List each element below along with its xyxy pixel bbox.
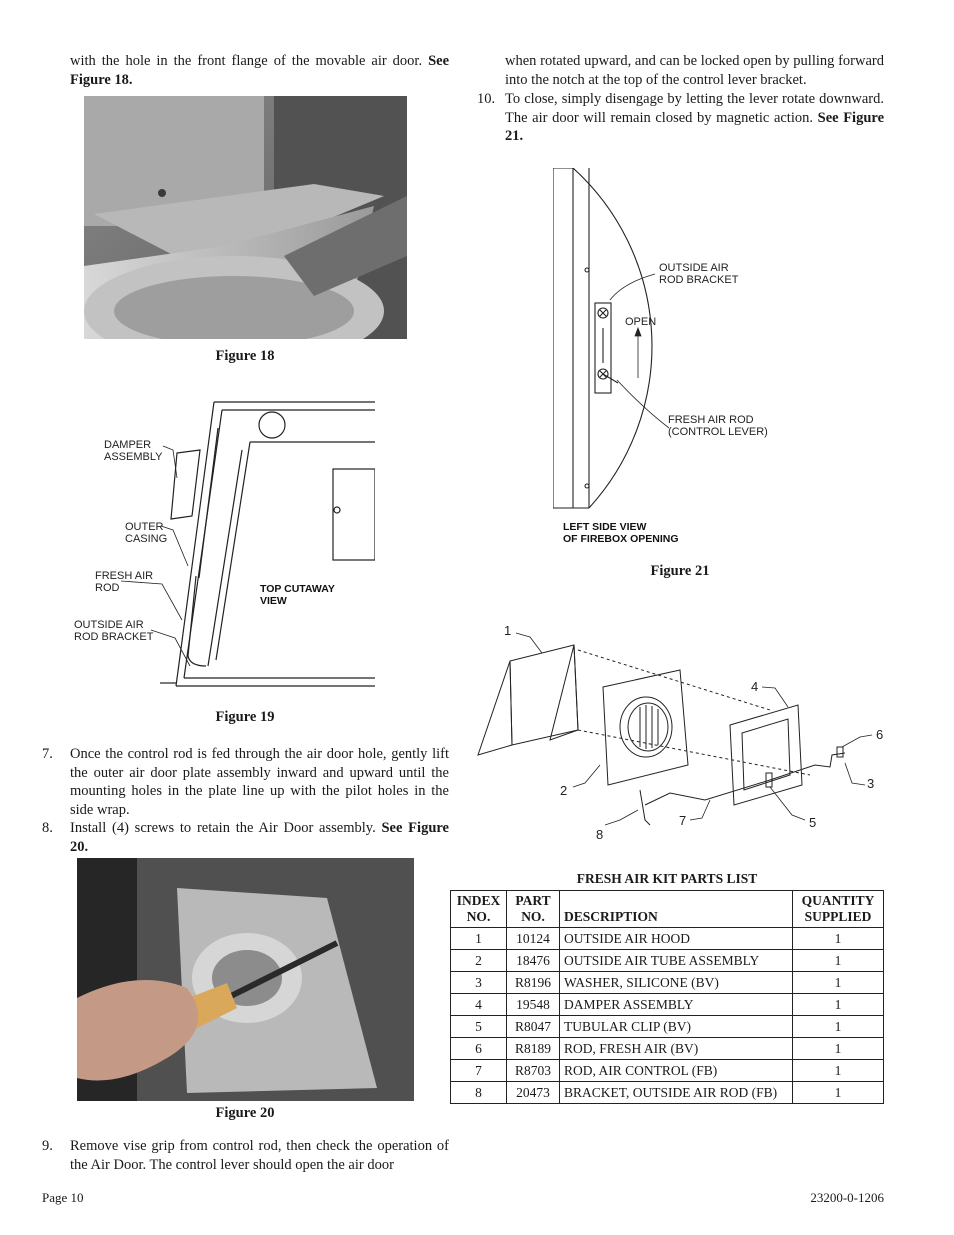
fig21-label-rod-2: (CONTROL LEVER) <box>668 426 768 438</box>
step-7-text: Once the control rod is fed through the air door hole, gently lift the outer air door plate assembly inward and upward until the mounting holes in the plate line up with the pilot holes in the side wrap. <box>70 746 449 818</box>
label-cutaway-2: VIEW <box>260 595 287 607</box>
header-part <box>507 891 560 928</box>
page-number: Page 10 <box>42 1190 84 1205</box>
figure-18-caption: Figure 18 <box>215 348 275 364</box>
intro-paragraph-right: when rotated upward, and can be locked open by pulling forward into the notch at the top of the control lever bracket. <box>505 53 884 88</box>
cell-index: 6 <box>451 1038 507 1060</box>
cell-quantity: 1 <box>793 1082 884 1104</box>
cell-description: OUTSIDE AIR TUBE ASSEMBLY <box>560 950 793 972</box>
label-damper-2: ASSEMBLY <box>104 451 163 463</box>
cell-quantity: 1 <box>793 972 884 994</box>
cell-part: R8047 <box>507 1016 560 1038</box>
fig21-label-open: OPEN <box>625 316 657 328</box>
header-index-line1: INDEX <box>456 893 501 908</box>
callout-1: 1 <box>504 623 512 638</box>
cell-index: 1 <box>451 928 507 950</box>
cell-part: R8189 <box>507 1038 560 1060</box>
figure-20-caption: Figure 20 <box>215 1105 275 1121</box>
header-quantity <box>793 891 884 928</box>
intro-text: with the hole in the front flange of the movable air door. <box>70 53 423 69</box>
cell-index: 4 <box>451 994 507 1016</box>
header-index <box>451 891 507 928</box>
cell-index: 8 <box>451 1082 507 1104</box>
step-9-number: 9. <box>42 1138 53 1154</box>
step-10-paragraph <box>505 90 884 146</box>
cell-description: OUTSIDE AIR HOOD <box>560 928 793 950</box>
table-row <box>451 1060 884 1082</box>
callout-6: 6 <box>876 727 884 742</box>
cell-description: ROD, AIR CONTROL (FB) <box>560 1060 793 1082</box>
table-row <box>451 994 884 1016</box>
cell-description: WASHER, SILICONE (BV) <box>560 972 793 994</box>
table-row <box>451 928 884 950</box>
table-row <box>451 1038 884 1060</box>
table-row <box>451 950 884 972</box>
cell-part: R8196 <box>507 972 560 994</box>
parts-list-title: FRESH AIR KIT PARTS LIST <box>576 871 758 886</box>
label-fresh-2: ROD <box>95 582 120 594</box>
cell-description: ROD, FRESH AIR (BV) <box>560 1038 793 1060</box>
cell-index: 7 <box>451 1060 507 1082</box>
fig21-label-view-2: OF FIREBOX OPENING <box>563 533 679 545</box>
cell-part: 20473 <box>507 1082 560 1104</box>
callout-4: 4 <box>751 679 759 694</box>
figure-20-photo <box>77 858 414 1101</box>
cell-quantity: 1 <box>793 928 884 950</box>
step-8-text: Install (4) screws to retain the Air Door assembly. <box>70 820 376 836</box>
cell-part: 10124 <box>507 928 560 950</box>
cell-description: TUBULAR CLIP (BV) <box>560 1016 793 1038</box>
figure-18-photo <box>84 96 407 339</box>
cell-part: 19548 <box>507 994 560 1016</box>
cell-part: 18476 <box>507 950 560 972</box>
table-row <box>451 1016 884 1038</box>
step-10-number: 10. <box>477 91 496 107</box>
cell-quantity: 1 <box>793 994 884 1016</box>
cell-index: 5 <box>451 1016 507 1038</box>
step-9-text: Remove vise grip from control rod, then check the operation of the Air Door. The control lever should open the air door <box>70 1138 449 1173</box>
intro-paragraph-left <box>70 52 449 89</box>
header-index-line2: NO. <box>466 909 491 924</box>
cell-description: BRACKET, OUTSIDE AIR ROD (FB) <box>560 1082 793 1104</box>
exploded-parts-diagram <box>470 615 900 845</box>
header-part-line1: PART <box>515 893 551 908</box>
step-10-text: To close, simply disengage by letting the lever rotate downward. The air door will remain closed by magnetic action. <box>505 91 884 126</box>
label-fresh-1: FRESH AIR <box>95 570 154 582</box>
callout-7: 7 <box>679 813 687 828</box>
document-number: 23200-0-1206 <box>810 1190 884 1205</box>
cell-quantity: 1 <box>793 950 884 972</box>
step-8-paragraph <box>70 819 449 856</box>
cell-quantity: 1 <box>793 1060 884 1082</box>
label-cutaway-1: TOP CUTAWAY <box>260 583 335 595</box>
damper-assembly-part <box>730 705 802 805</box>
header-qty-line1: QUANTITY <box>801 893 875 908</box>
cell-index: 3 <box>451 972 507 994</box>
callout-2: 2 <box>560 783 568 798</box>
figure-21-diagram <box>553 168 793 548</box>
outside-air-hood-part <box>510 645 578 745</box>
fig21-label-bracket-1: OUTSIDE AIR <box>659 262 729 274</box>
figure-21-caption: Figure 21 <box>650 563 710 579</box>
parts-table-header <box>451 891 884 928</box>
figure-18-photo-art <box>84 96 407 339</box>
fig21-label-bracket-2: ROD BRACKET <box>659 274 739 286</box>
figure-21-reference: See Figure 21. <box>505 109 885 145</box>
cell-index: 2 <box>451 950 507 972</box>
header-description: DESCRIPTION <box>560 891 793 928</box>
step-7-number: 7. <box>42 746 53 762</box>
fig21-label-view-1: LEFT SIDE VIEW <box>563 521 647 533</box>
cell-part: R8703 <box>507 1060 560 1082</box>
figure-19-diagram <box>70 398 375 696</box>
callout-3: 3 <box>867 776 875 791</box>
callout-8: 8 <box>596 827 604 842</box>
table-row <box>451 972 884 994</box>
callout-5: 5 <box>809 815 817 830</box>
parts-table <box>450 890 884 1104</box>
label-bracket-2: ROD BRACKET <box>74 631 154 643</box>
header-qty-line2: SUPPLIED <box>804 909 872 924</box>
fig21-label-rod-1: FRESH AIR ROD <box>668 414 754 426</box>
header-part-line2: NO. <box>521 909 545 924</box>
label-outer-1: OUTER <box>125 521 164 533</box>
label-bracket-1: OUTSIDE AIR <box>74 619 144 631</box>
cell-quantity: 1 <box>793 1038 884 1060</box>
label-damper-1: DAMPER <box>104 439 152 451</box>
cell-description: DAMPER ASSEMBLY <box>560 994 793 1016</box>
cell-quantity: 1 <box>793 1016 884 1038</box>
step-8-number: 8. <box>42 820 53 836</box>
figure-20-reference: See Figure 20. <box>70 820 449 855</box>
control-rod-part <box>645 753 845 805</box>
label-outer-2: CASING <box>125 533 168 545</box>
table-row <box>451 1082 884 1104</box>
figure-20-photo-art <box>77 858 414 1101</box>
figure-19-caption: Figure 19 <box>215 709 275 725</box>
figure-18-reference: See Figure 18. <box>70 53 449 88</box>
